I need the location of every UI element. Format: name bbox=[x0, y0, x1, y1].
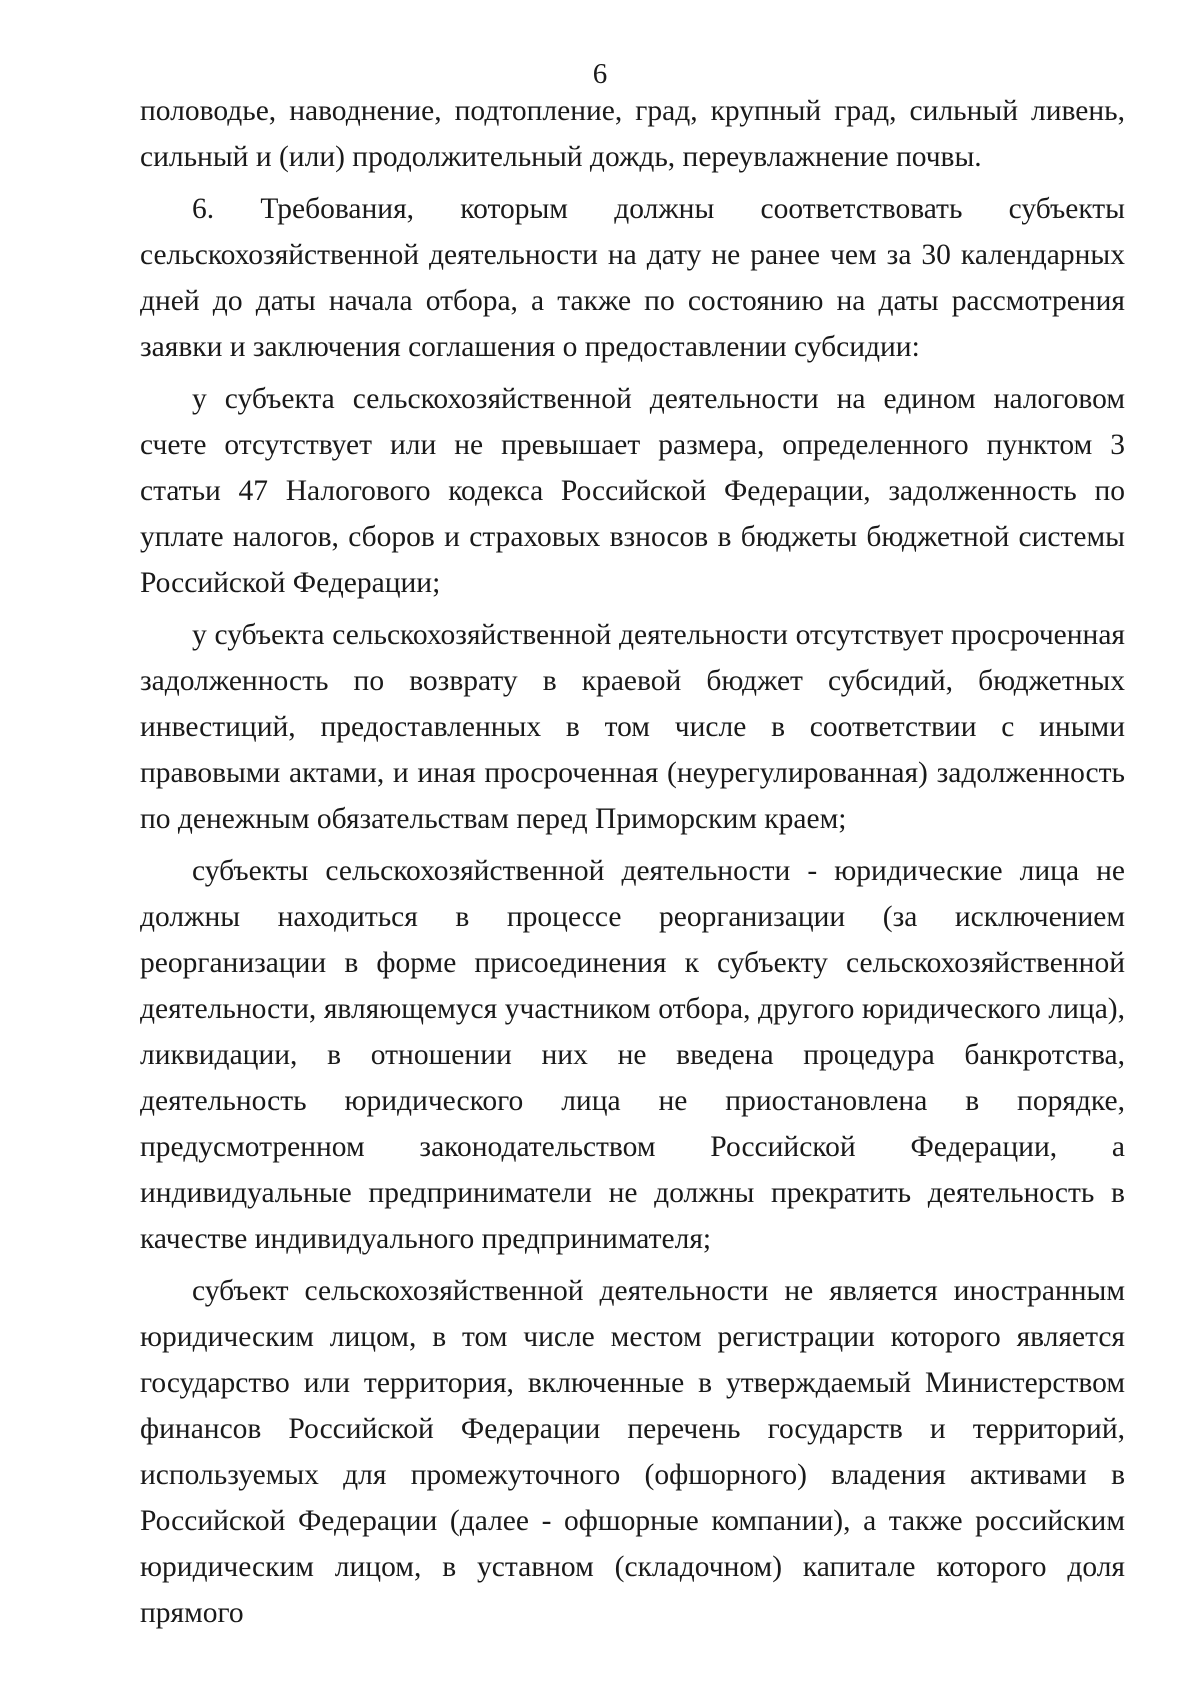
document-body bbox=[140, 88, 1125, 1642]
page-number: 6 bbox=[592, 58, 608, 90]
paragraph-offshore: субъект сельскохозяйственной деятельности не является иностранным юридическим лицом, в том числе местом регистрации которого является государство или территория, включенные в утверждаемый Министерством финансов Российской Федерации перечень государств и территорий, используемых для промежуточного (офшорного) владения активами в Российской Федерации (далее - офшорные компании), а также российским юридическим лицом, в уставном (складочном) капитале которого доля прямого bbox=[140, 1275, 1125, 1629]
paragraph-tax-debt: у субъекта сельскохозяйственной деятельности на едином налоговом счете отсутствует или не превышает размера, определенного пунктом 3 статьи 47 Налогового кодекса Российской Федерации, задолженность по уплате налогов, сборов и страховых взносов в бюджеты бюджетной системы Российской Федерации; bbox=[140, 383, 1125, 599]
paragraph-budget-debt: у субъекта сельскохозяйственной деятельности отсутствует просроченная задолженность по возврату в краевой бюджет субсидий, бюджетных инвестиций, предоставленных в том числе в соответствии с иными правовыми актами, и иная просроченная (неурегулированная) задолженность по денежным обязательствам перед Приморским краем; bbox=[140, 619, 1125, 835]
paragraph-requirements-intro: 6. Требования, которым должны соответствовать субъекты сельскохозяйственной деятельности на дату не ранее чем за 30 календарных дней до даты начала отбора, а также по состоянию на даты рассмотрения заявки и заключения соглашения о предоставлении субсидии: bbox=[140, 193, 1125, 363]
paragraph-continuation: половодье, наводнение, подтопление, град, крупный град, сильный ливень, сильный и (или) продолжительный дождь, переувлажнение почвы. bbox=[140, 95, 1125, 173]
paragraph-reorganization: субъекты сельскохозяйственной деятельности - юридические лица не должны находиться в процессе реорганизации (за исключением реорганизации в форме присоединения к субъекту сельскохозяйственной деятельности, являющемуся участником отбора, другого юридического лица), ликвидации, в отношении них не введена процедура банкротства, деятельность юридического лица не приостановлена в порядке, предусмотренном законодательством Российской Федерации, а индивидуальные предприниматели не должны прекратить деятельность в качестве индивидуального предпринимателя; bbox=[140, 855, 1125, 1255]
